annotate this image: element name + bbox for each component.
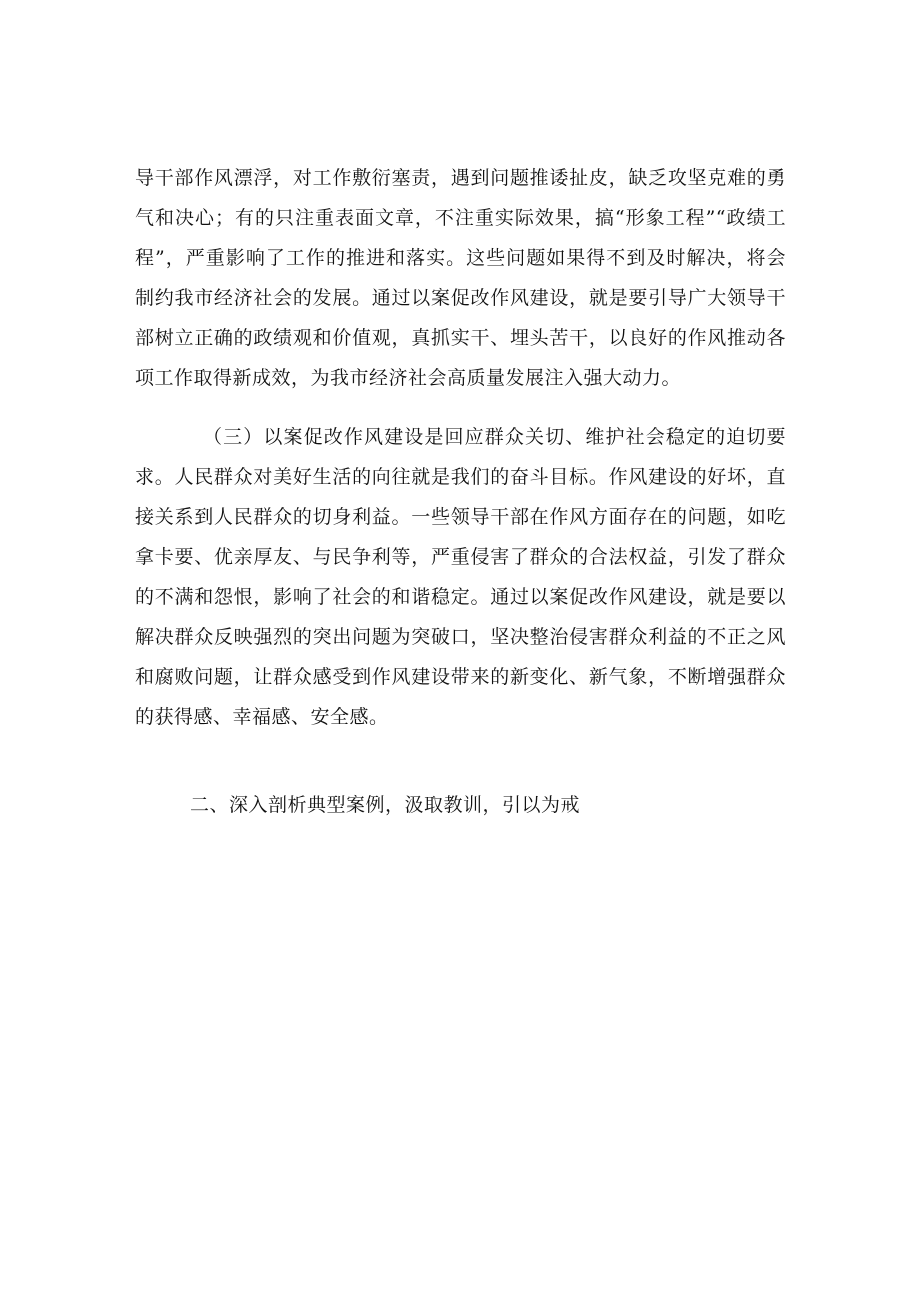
body-paragraph-section-three: （三）以案促改作风建设是回应群众关切、维护社会稳定的迫切要求。人民群众对美好生活的向往就是我们的奋斗目标。作风建设的好坏，直接关系到人民群众的切身利益。一些领导干部在作风方面存在的问题，如吃拿卡要、优亲厚友、与民争利等，严重侵害了群众的合法权益，引发了群众的不满和怨恨，影响了社会的和谐稳定。通过以案促改作风建设，就是要以解决群众反映强烈的突出问题为突破口，坚决整治侵害群众利益的不正之风和腐败问题，让群众感受到作风建设带来的新变化、新气象，不断增强群众的获得感、幸福感、安全感。 (135, 426, 786, 728)
section-heading: 二、深入剖析典型案例，汲取教训，引以为戒 (190, 794, 581, 816)
body-paragraph-continuation: 导干部作风漂浮，对工作敷衍塞责，遇到问题推诿扯皮，缺乏攻坚克难的勇气和决心；有的只注重表面文章，不注重实际效果，搞“形象工程”“政绩工程”，严重影响了工作的推进和落实。这些问题如果得不到及时解决，将会制约我市经济社会的发展。通过以案促改作风建设，就是要引导广大领导干部树立正确的政绩观和价值观，真抓实干、埋头苦干，以良好的作风推动各项工作取得新成效，为我市经济社会高质量发展注入强大动力。 (135, 167, 786, 389)
